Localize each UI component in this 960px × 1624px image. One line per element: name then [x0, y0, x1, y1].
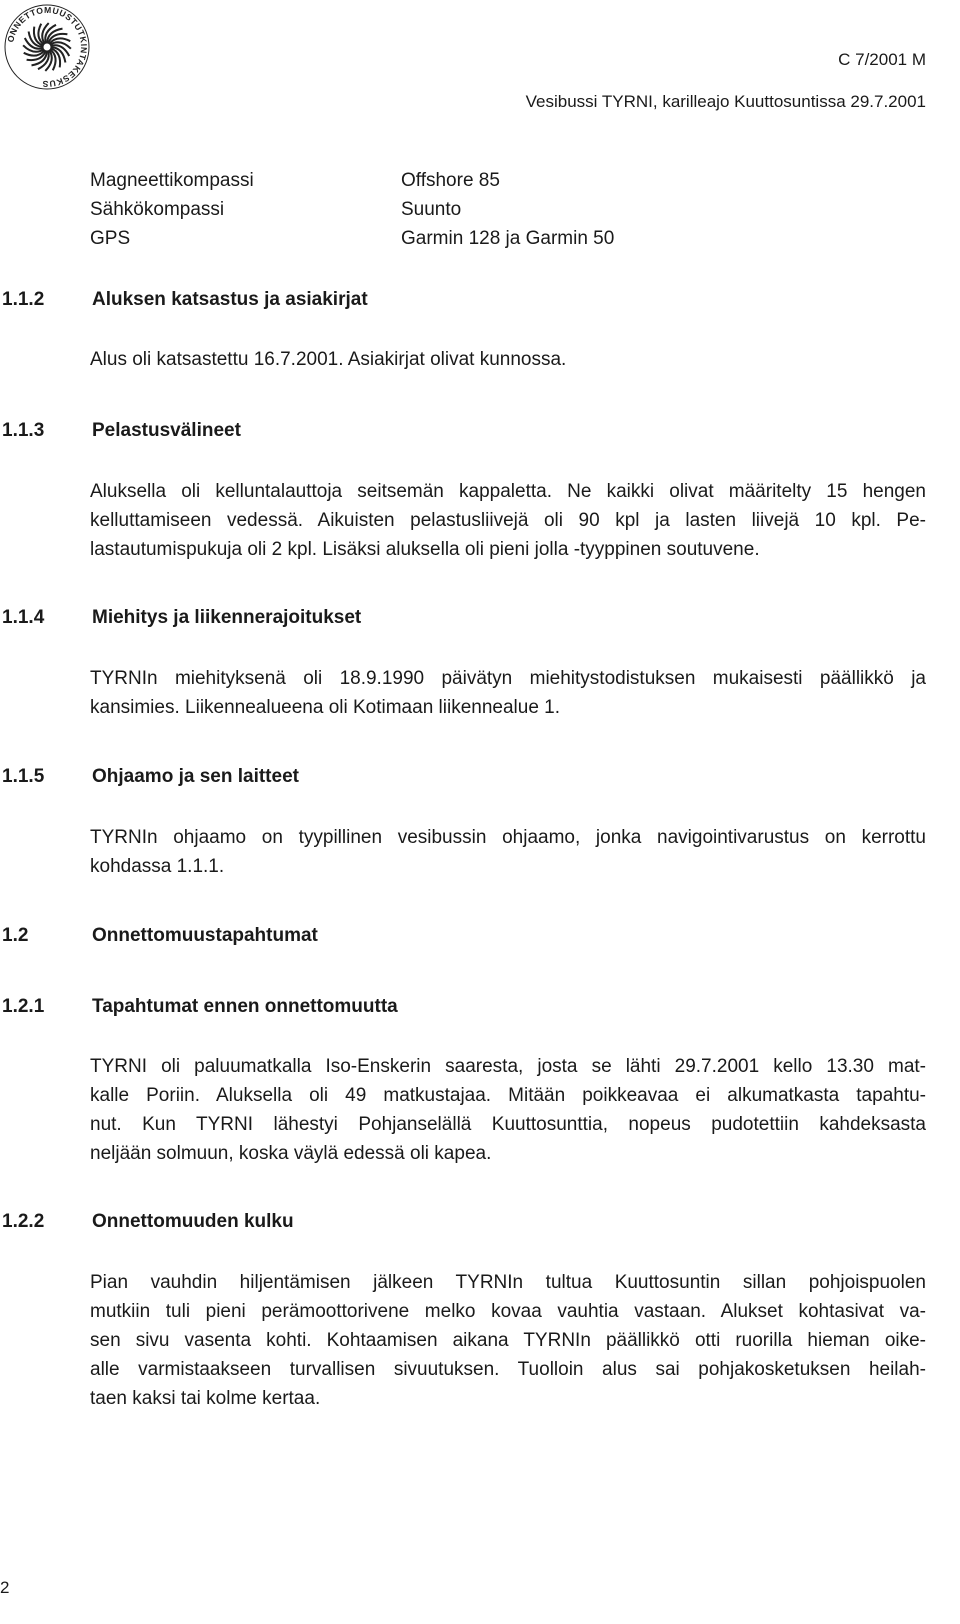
paragraph-line: taen kaksi tai kolme kertaa.	[90, 1388, 321, 1409]
section-number: 1.1.4	[2, 607, 45, 628]
section-title: Aluksen katsastus ja asiakirjat	[92, 289, 368, 310]
page-number: 2	[0, 1578, 10, 1597]
section-paragraph	[90, 664, 926, 722]
paragraph-line: Pian vauhdin hiljentämisen jälkeen TYRNIn tultua Kuuttosuntin sillan pohjoispuolen	[90, 1272, 926, 1293]
section-title: Tapahtumat ennen onnettomuutta	[92, 996, 398, 1017]
section-paragraph	[90, 1052, 926, 1168]
equipment-name: Sähkökompassi	[90, 199, 225, 220]
paragraph-line: TYRNI oli paluumatkalla Iso-Enskerin saaresta, josta se lähti 29.7.2001 kello 13.30 mat-	[90, 1056, 926, 1077]
document-code: C 7/2001 M	[838, 50, 926, 69]
section-heading	[0, 1211, 294, 1233]
section-number: 1.1.2	[2, 289, 45, 310]
section-heading	[0, 420, 241, 442]
section-title: Miehitys ja liikennerajoitukset	[92, 607, 362, 628]
paragraph-line: Alus oli katsastettu 16.7.2001. Asiakirjat olivat kunnossa.	[90, 349, 567, 370]
equipment-list	[90, 166, 614, 253]
section-paragraph	[90, 823, 926, 881]
section-title: Ohjaamo ja sen laitteet	[92, 766, 299, 787]
equipment-row	[90, 166, 614, 195]
paragraph-line: kohdassa 1.1.1.	[90, 856, 225, 877]
paragraph-line: neljään solmuun, koska väylä edessä oli kapea.	[90, 1143, 492, 1164]
section-paragraph	[90, 345, 926, 374]
section-heading	[0, 996, 398, 1018]
section-paragraph	[90, 1268, 926, 1413]
paragraph-line: Aluksella oli kelluntalauttoja seitsemän kappaletta. Ne kaikki olivat määritelty 15 hengen	[90, 481, 926, 502]
paragraph-line: mutkiin tuli pieni perämoottorivene melko kovaa vauhtia vastaan. Alukset kohtasivat va-	[90, 1301, 926, 1322]
paragraph-line: TYRNIn miehityksenä oli 18.9.1990 päivätyn miehitystodistuksen mukaisesti päällikkö ja	[90, 668, 926, 689]
equipment-row	[90, 224, 614, 253]
logo-center-dot	[43, 43, 51, 51]
section-paragraph	[90, 477, 926, 564]
paragraph-line: sen sivu vasenta kohti. Kohtaamisen aikana TYRNIn päällikkö otti ruorilla hieman oike-	[90, 1330, 926, 1351]
section-number: 1.2	[2, 925, 29, 946]
section-title: Onnettomuustapahtumat	[92, 925, 318, 946]
section-title: Onnettomuuden kulku	[92, 1211, 294, 1232]
section-number: 1.1.3	[2, 420, 45, 441]
section-heading	[0, 766, 299, 788]
logo-text: ONNETTOMUUSTUTKINTAKESKUS	[5, 4, 90, 90]
section-heading	[0, 925, 318, 947]
document-title: Vesibussi TYRNI, karilleajo Kuuttosuntissa 29.7.2001	[525, 92, 926, 111]
paragraph-line: TYRNIn ohjaamo on tyypillinen vesibussin ohjaamo, jonka navigointivarustus on kerrottu	[90, 827, 926, 848]
equipment-value: Offshore 85	[401, 170, 500, 191]
section-number: 1.1.5	[2, 766, 45, 787]
logo	[4, 4, 90, 90]
paragraph-line: kelluttamiseen vedessä. Aikuisten pelastusliivejä oli 90 kpl ja lasten liivejä 10 kpl. Pe-	[90, 510, 926, 531]
equipment-value: Garmin 128 ja Garmin 50	[401, 228, 615, 249]
section-heading	[0, 607, 361, 629]
paragraph-line: nut. Kun TYRNI lähestyi Pohjanselällä Kuuttosunttia, nopeus pudotettiin kahdeksasta	[90, 1114, 926, 1135]
section-number: 1.2.2	[2, 1211, 45, 1232]
paragraph-line: kalle Poriin. Aluksella oli 49 matkustajaa. Mitään poikkeavaa ei alkumatkasta tapahtu-	[90, 1085, 926, 1106]
paragraph-line: alle varmistaakseen turvallisen sivuutuksen. Tuolloin alus sai pohjakosketuksen heilah-	[90, 1359, 926, 1380]
equipment-name: Magneettikompassi	[90, 170, 254, 191]
section-title: Pelastusvälineet	[92, 420, 241, 441]
section-heading	[0, 289, 368, 311]
section-number: 1.2.1	[2, 996, 45, 1017]
equipment-name: GPS	[90, 228, 131, 249]
paragraph-line: lastautumispukuja oli 2 kpl. Lisäksi aluksella oli pieni jolla -tyyppinen soutuvene.	[90, 539, 760, 560]
equipment-value: Suunto	[401, 199, 462, 220]
paragraph-line: kansimies. Liikennealueena oli Kotimaan liikennealue 1.	[90, 697, 561, 718]
equipment-row	[90, 195, 614, 224]
